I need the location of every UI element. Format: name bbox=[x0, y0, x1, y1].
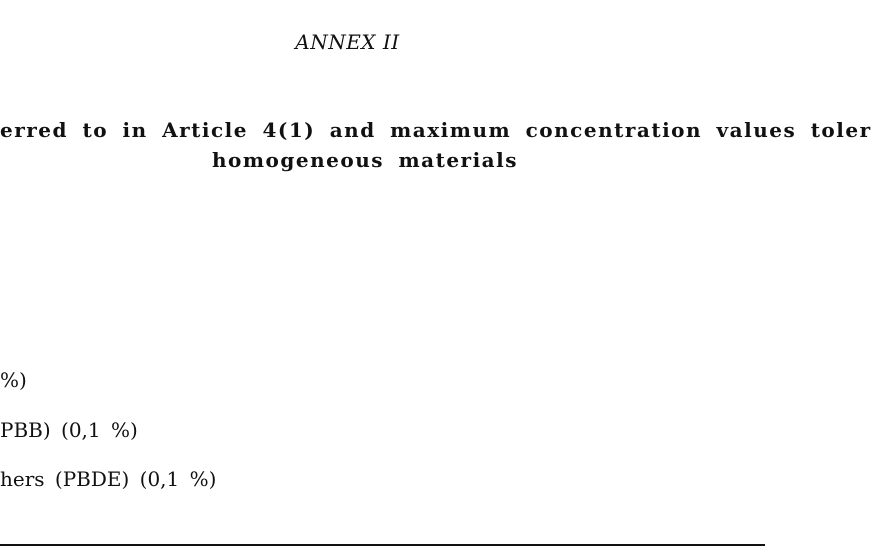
heading-line-1: erred to in Article 4(1) and maximum concentration values toler bbox=[0, 118, 872, 142]
list-item: PBB) (0,1 %) bbox=[0, 418, 138, 442]
list-item: hers (PBDE) (0,1 %) bbox=[0, 467, 217, 491]
annex-title: ANNEX II bbox=[295, 30, 400, 54]
list-item: %) bbox=[0, 368, 27, 392]
heading-line-2: homogeneous materials bbox=[212, 148, 518, 172]
bottom-rule bbox=[0, 544, 765, 546]
